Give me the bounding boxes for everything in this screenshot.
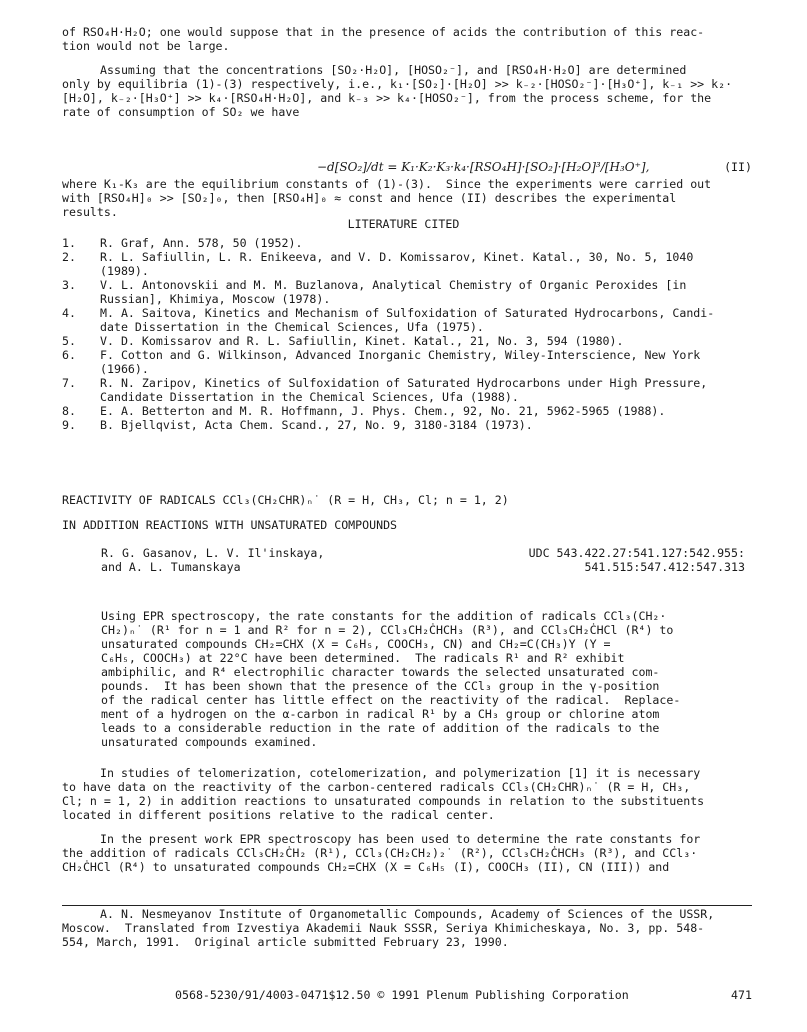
article-title	[62, 493, 752, 532]
footnote-line: 554, March, 1991. Original article submitted February 23, 1990.	[62, 935, 509, 949]
reference-text: (1966).	[100, 362, 149, 376]
author-line: R. G. Gasanov, L. V. Il'inskaya,	[101, 546, 325, 560]
reference-text: F. Cotton and G. Wilkinson, Advanced Inorganic Chemistry, Wiley-Interscience, New York	[100, 348, 701, 362]
reference-number: 4.	[62, 306, 76, 320]
reference-text: R. Graf, Ann. 578, 50 (1952).	[100, 236, 303, 250]
abstract-line: ambiphilic, and R⁴ electrophilic character towards the selected unsaturated com-	[101, 665, 660, 679]
reference-number: 5.	[62, 334, 76, 348]
text-line: of RSO₄H·H₂O; one would suppose that in the presence of acids the contribution of this reac-	[62, 25, 705, 39]
reference-item	[62, 418, 762, 432]
body-line: CH₂ĊHCl (R⁴) to unsaturated compounds CH₂=CHX (X = C₆H₅ (I), COOCH₃ (II), CN (III)) and	[62, 860, 670, 874]
reference-number: 2.	[62, 250, 76, 264]
reference-number: 9.	[62, 418, 76, 432]
reference-text: date Dissertation in the Chemical Sciences, Ufa (1975).	[100, 320, 484, 334]
reference-text: M. A. Saitova, Kinetics and Mechanism of Sulfoxidation of Saturated Hydrocarbons, Candi-	[100, 306, 715, 320]
authors	[101, 546, 324, 574]
article-body	[62, 766, 762, 874]
literature-heading: LITERATURE CITED	[347, 217, 460, 231]
reference-list	[62, 236, 762, 432]
abstract-line: unsaturated compounds CH₂=CHX (X = C₆H₅, COOCH₃, CN) and CH₂=C(CH₃)Y (Y =	[101, 637, 611, 651]
footnote-divider	[62, 905, 752, 906]
abstract-line: C₆H₅, COOCH₃) at 22°C have been determined. The radicals R¹ and R² exhibit	[101, 651, 625, 665]
abstract-line: of the radical center has little effect on the reactivity of the radical. Replace-	[101, 693, 681, 707]
abstract-line: CH₂)ₙ˙ (R¹ for n = 1 and R² for n = 2), CCl₃CH₂ĊHCH₃ (R³), and CCl₃CH₂ĊHCl (R⁴) to	[101, 623, 674, 637]
reference-text: (1989).	[100, 264, 149, 278]
footnote-line: A. N. Nesmeyanov Institute of Organometallic Compounds, Academy of Sciences of the USSR,	[100, 907, 715, 921]
page-number: 471	[731, 988, 752, 1002]
body-line: In the present work EPR spectroscopy has been used to determine the rate constants for	[100, 832, 701, 846]
reference-text: R. N. Zaripov, Kinetics of Sulfoxidation of Saturated Hydrocarbons under High Pressure,	[100, 376, 708, 390]
reference-number: 3.	[62, 278, 76, 292]
body-line: Cl; n = 1, 2) in addition reactions to unsaturated compounds in relation to the substituents	[62, 794, 705, 808]
reference-text: V. L. Antonovskii and M. M. Buzlanova, Analytical Chemistry of Organic Peroxides [in	[100, 278, 687, 292]
footnote-line: Moscow. Translated from Izvestiya Akademii Nauk SSSR, Seriya Khimicheskaya, No. 3, pp. 548-	[62, 921, 705, 935]
reference-item	[62, 278, 762, 306]
reference-item	[62, 348, 762, 376]
assumption-paragraph	[62, 63, 752, 119]
reference-number: 7.	[62, 376, 76, 390]
text-line: results.	[62, 205, 118, 219]
title-line: REACTIVITY OF RADICALS CCl₃(CH₂CHR)ₙ˙ (R = H, CH₃, Cl; n = 1, 2)	[62, 493, 509, 507]
text-line: rate of consumption of SO₂ we have	[62, 105, 300, 119]
reference-item	[62, 334, 762, 348]
title-line: IN ADDITION REACTIONS WITH UNSATURATED COMPOUNDS	[62, 518, 398, 532]
reference-item	[62, 306, 762, 334]
text-line: only by equilibria (1)-(3) respectively, i.e., k₁·[SO₂]·[H₂O] >> k₋₂·[HOSO₂⁻]·[H₃O⁺], k₋₁ >> k₂·	[62, 77, 733, 91]
reference-item	[62, 404, 762, 418]
equation-body: −d[SO₂]/dt = K₁·K₂·K₃·k₄·[RSO₄H]·[SO₂]·[H₂O]³/[H₃O⁺],	[317, 160, 650, 174]
reference-text: Candidate Dissertation in the Chemical Sciences, Ufa (1988).	[100, 390, 519, 404]
footnote	[62, 907, 762, 949]
reference-number: 8.	[62, 404, 76, 418]
author-line: and A. L. Tumanskaya	[101, 560, 241, 574]
abstract-line: unsaturated compounds examined.	[101, 735, 318, 749]
udc-line: UDC 543.422.27:541.127:542.955:	[528, 546, 745, 560]
text-line: tion would not be large.	[62, 39, 230, 53]
text-line: where K₁-K₃ are the equilibrium constants of (1)-(3). Since the experiments were carried out	[62, 177, 712, 191]
body-line: the addition of radicals CCl₃CH₂ĊH₂ (R¹), CCl₃(CH₂CH₂)₂˙ (R²), CCl₃CH₂ĊHCH₃ (R³), and CCl₃·	[62, 846, 698, 860]
reference-text: R. L. Safiullin, L. R. Enikeeva, and V. D. Komissarov, Kinet. Katal., 30, No. 5, 1040	[100, 250, 694, 264]
abstract-line: pounds. It has been shown that the presence of the CCl₃ group in the γ-position	[101, 679, 660, 693]
continued-paragraph	[62, 25, 752, 53]
text-line: Assuming that the concentrations [SO₂·H₂O], [HOSO₂⁻], and [RSO₄H·H₂O] are determined	[100, 63, 687, 77]
abstract-line: Using EPR spectroscopy, the rate constants for the addition of radicals CCl₃(CH₂·	[101, 609, 667, 623]
equation-number: (II)	[724, 160, 752, 174]
reference-item	[62, 250, 762, 278]
reference-text: E. A. Betterton and M. R. Hoffmann, J. Phys. Chem., 92, No. 21, 5962-5965 (1988).	[100, 404, 666, 418]
abstract-line: leads to a considerable reduction in the rate of addition of the radicals to the	[101, 721, 660, 735]
udc-code	[529, 546, 745, 574]
reference-text: Russian], Khimiya, Moscow (1978).	[100, 292, 331, 306]
body-line: located in different positions relative to the radical center.	[62, 808, 495, 822]
text-line: with [RSO₄H]₀ >> [SO₂]₀, then [RSO₄H]₀ ≈ const and hence (II) describes the experimental	[62, 191, 677, 205]
udc-line: 541.515:547.412:547.313	[584, 560, 745, 574]
reference-number: 1.	[62, 236, 76, 250]
reference-number: 6.	[62, 348, 76, 362]
abstract	[101, 609, 721, 749]
publisher-line: 0568-5230/91/4003-0471$12.50 © 1991 Plenum Publishing Corporation	[175, 988, 629, 1002]
abstract-line: ment of a hydrogen on the α-carbon in radical R¹ by a CH₃ group or chlorine atom	[101, 707, 660, 721]
reference-item	[62, 376, 762, 404]
reference-text: B. Bjellqvist, Acta Chem. Scand., 27, No. 9, 3180-3184 (1973).	[100, 418, 533, 432]
text-line: [H₂O], k₋₂·[H₃O⁺] >> k₄·[RSO₄H·H₂O], and k₋₃ >> k₄·[HOSO₂⁻], from the process scheme, for the	[62, 91, 712, 105]
where-paragraph	[62, 177, 752, 219]
reference-text: V. D. Komissarov and R. L. Safiullin, Kinet. Katal., 21, No. 3, 594 (1980).	[100, 334, 624, 348]
reference-item	[62, 236, 762, 250]
body-line: In studies of telomerization, cotelomerization, and polymerization [1] it is necessary	[100, 766, 701, 780]
rate-equation	[62, 160, 752, 176]
body-line: to have data on the reactivity of the carbon-centered radicals CCl₃(CH₂CHR)ₙ˙ (R = H, CH₃,	[62, 780, 691, 794]
